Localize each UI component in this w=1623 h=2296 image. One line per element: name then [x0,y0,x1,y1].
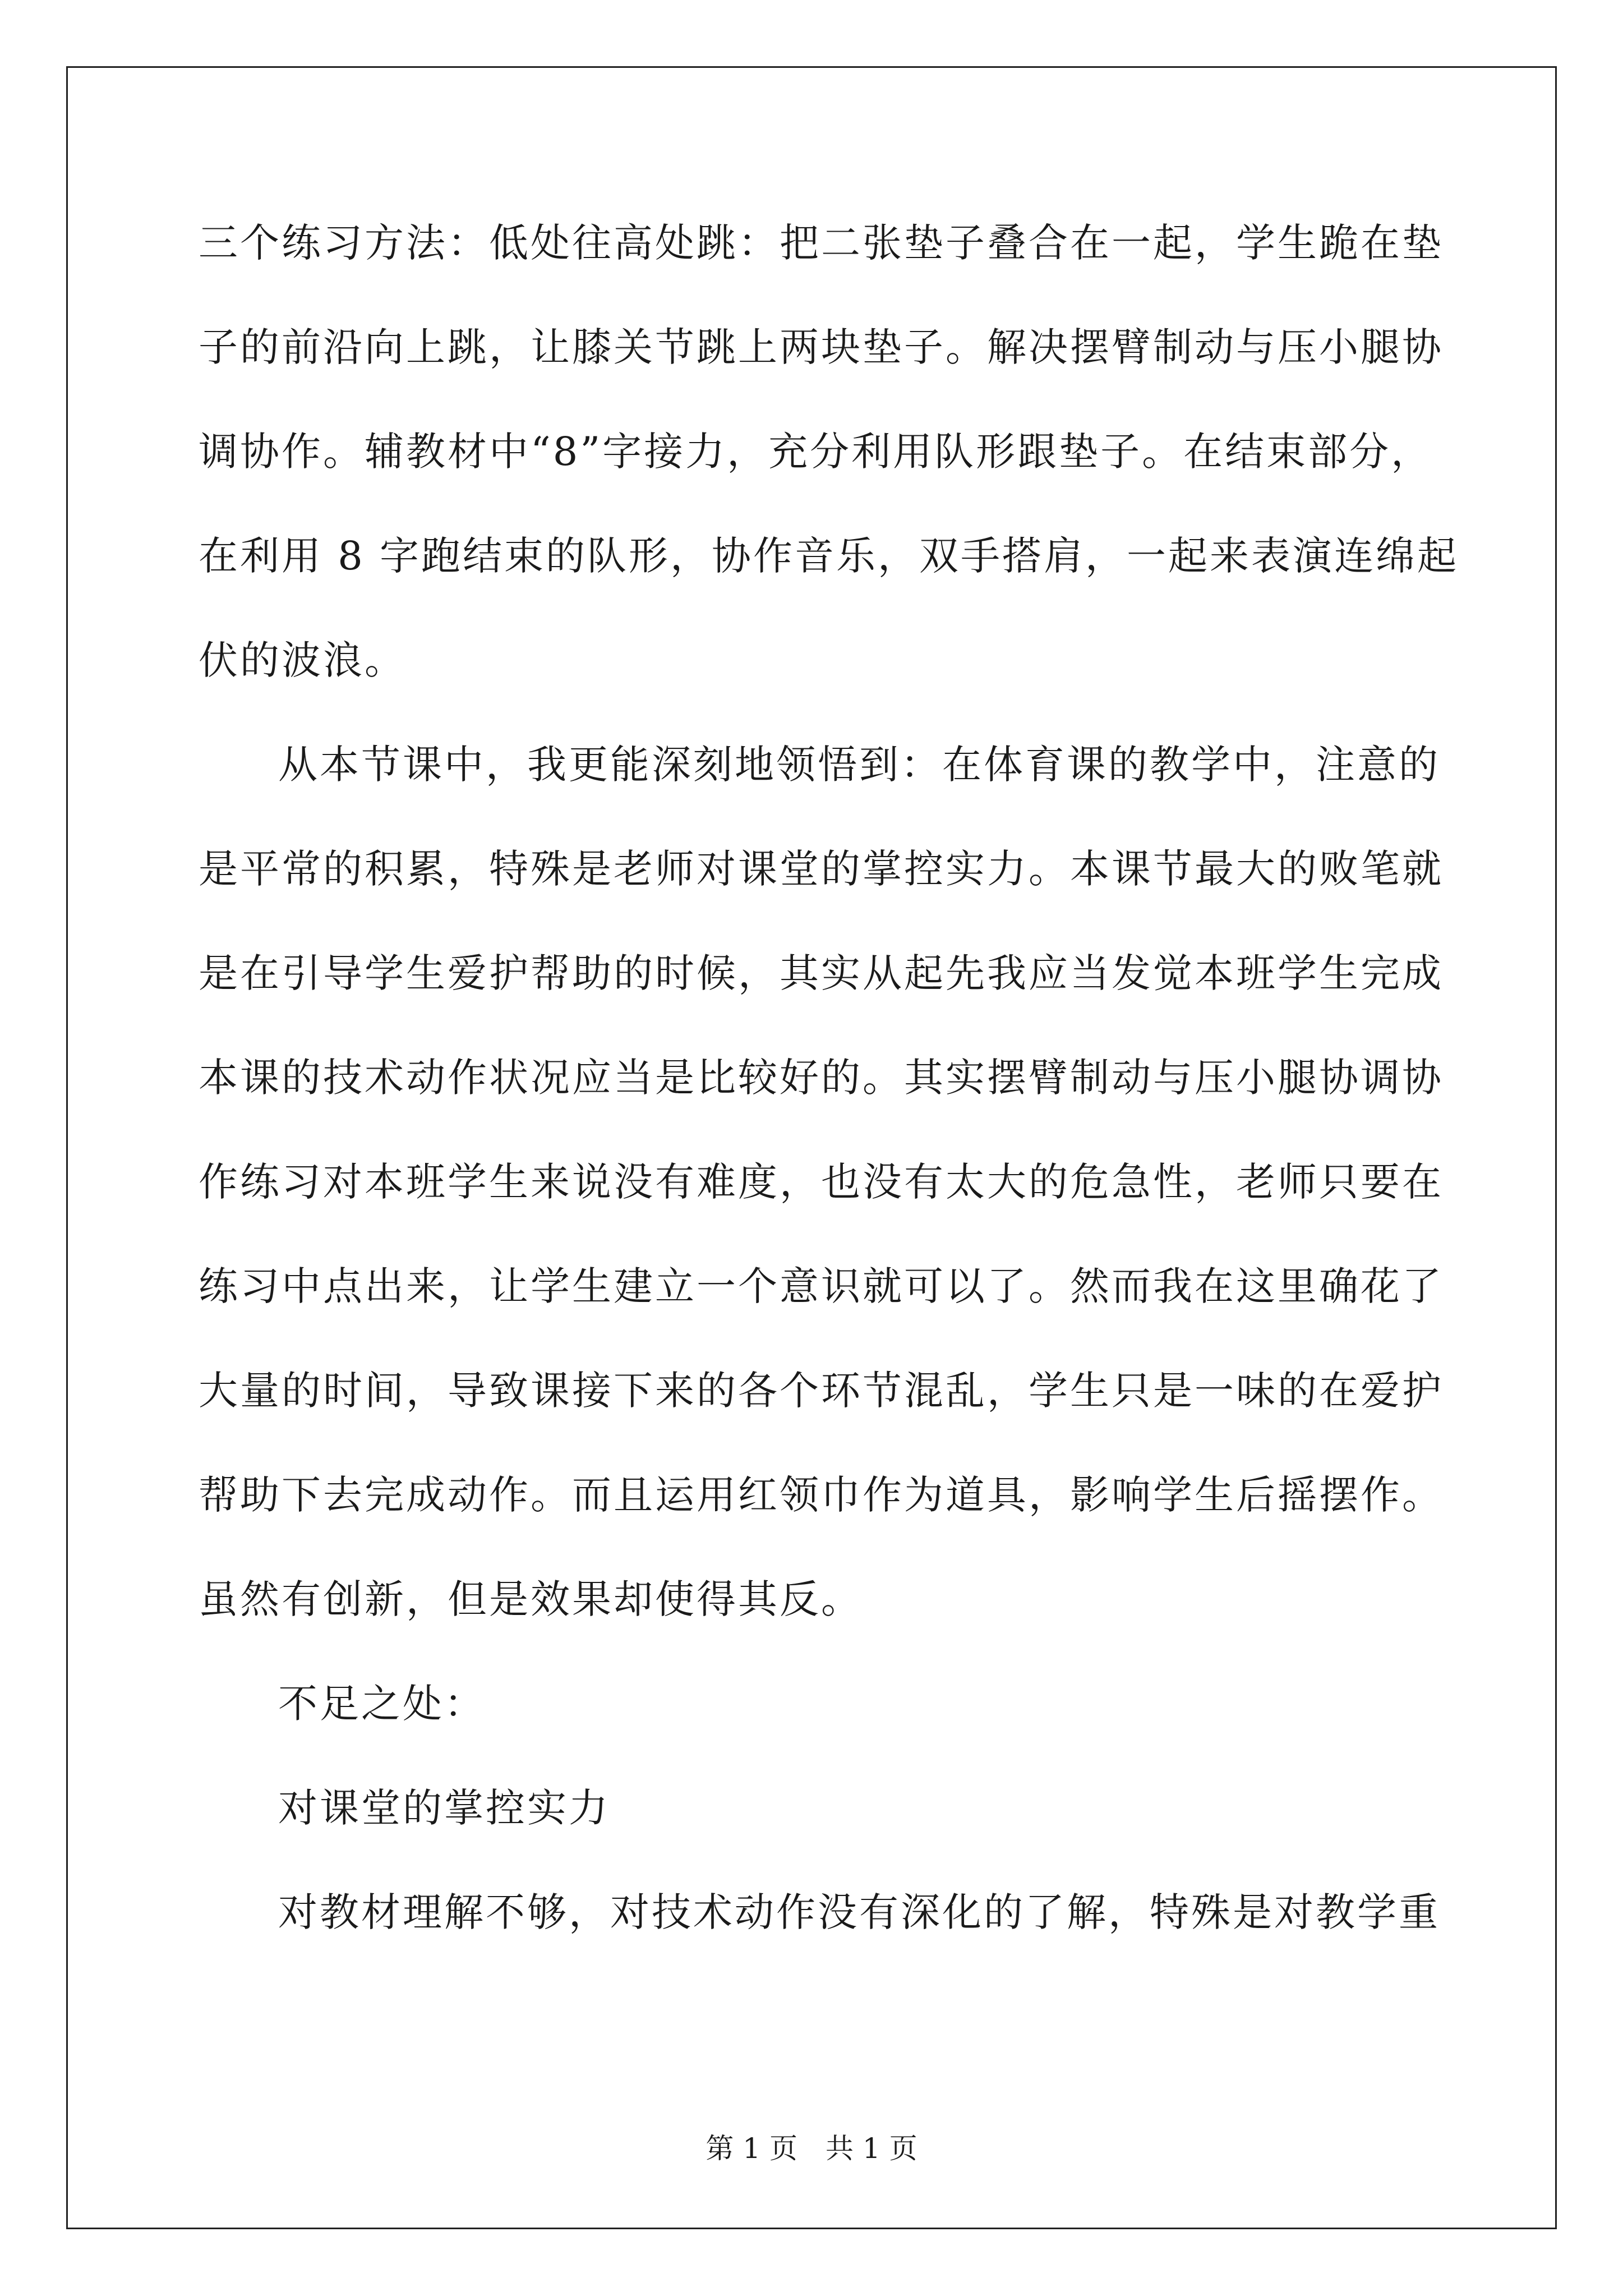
document-body [199,217,1459,1990]
text-line: 子的前沿向上跳，让膝关节跳上两块垫子。解决摆臂制动与压小腿协 [199,324,1444,370]
section-subheading: 对课堂的掌控实力 [278,1785,610,1831]
text-line: 本课的技术动作状况应当是比较好的。其实摆臂制动与压小腿协调协 [199,1055,1444,1101]
text-line: 是平常的积累，特殊是老师对课堂的掌控实力。本课节最大的败笔就 [199,846,1444,892]
paragraph-start-line: 从本节课中，我更能深刻地领悟到：在体育课的教学中，注意的 [278,742,1440,788]
text-line: 是在引导学生爱护帮助的时候，其实从起先我应当发觉本班学生完成 [199,950,1444,996]
page-number: 第 1 页 [706,2132,797,2165]
text-line: 练习中点出来，让学生建立一个意识就可以了。然而我在这里确花了 [199,1263,1444,1309]
text-line: 作练习对本班学生来说没有难度，也没有太大的危急性，老师只要在 [199,1159,1444,1205]
text-line: 大量的时间，导致课接下来的各个环节混乱，学生只是一味的在爱护 [199,1368,1444,1414]
text-line: 三个练习方法：低处往高处跳：把二张垫子叠合在一起，学生跪在垫 [199,220,1444,266]
paragraph-start-line: 对教材理解不够，对技术动作没有深化的了解，特殊是对教学重 [278,1889,1440,1935]
page-footer [0,2132,1623,2165]
page-total: 共 1 页 [826,2132,917,2165]
text-line: 虽然有创新，但是效果却使得其反。 [199,1576,863,1622]
text-line: 调协作。辅教材中“8”字接力，充分利用队形跟垫子。在结束部分， [199,429,1433,475]
text-line: 在利用 8 字跑结束的队形，协作音乐，双手搭肩，一起来表演连绵起 [199,533,1459,579]
text-line: 帮助下去完成动作。而且运用红领巾作为道具，影响学生后摇摆作。 [199,1472,1444,1518]
section-heading-shortcomings: 不足之处： [278,1681,486,1727]
text-line: 伏的波浪。 [199,637,406,683]
